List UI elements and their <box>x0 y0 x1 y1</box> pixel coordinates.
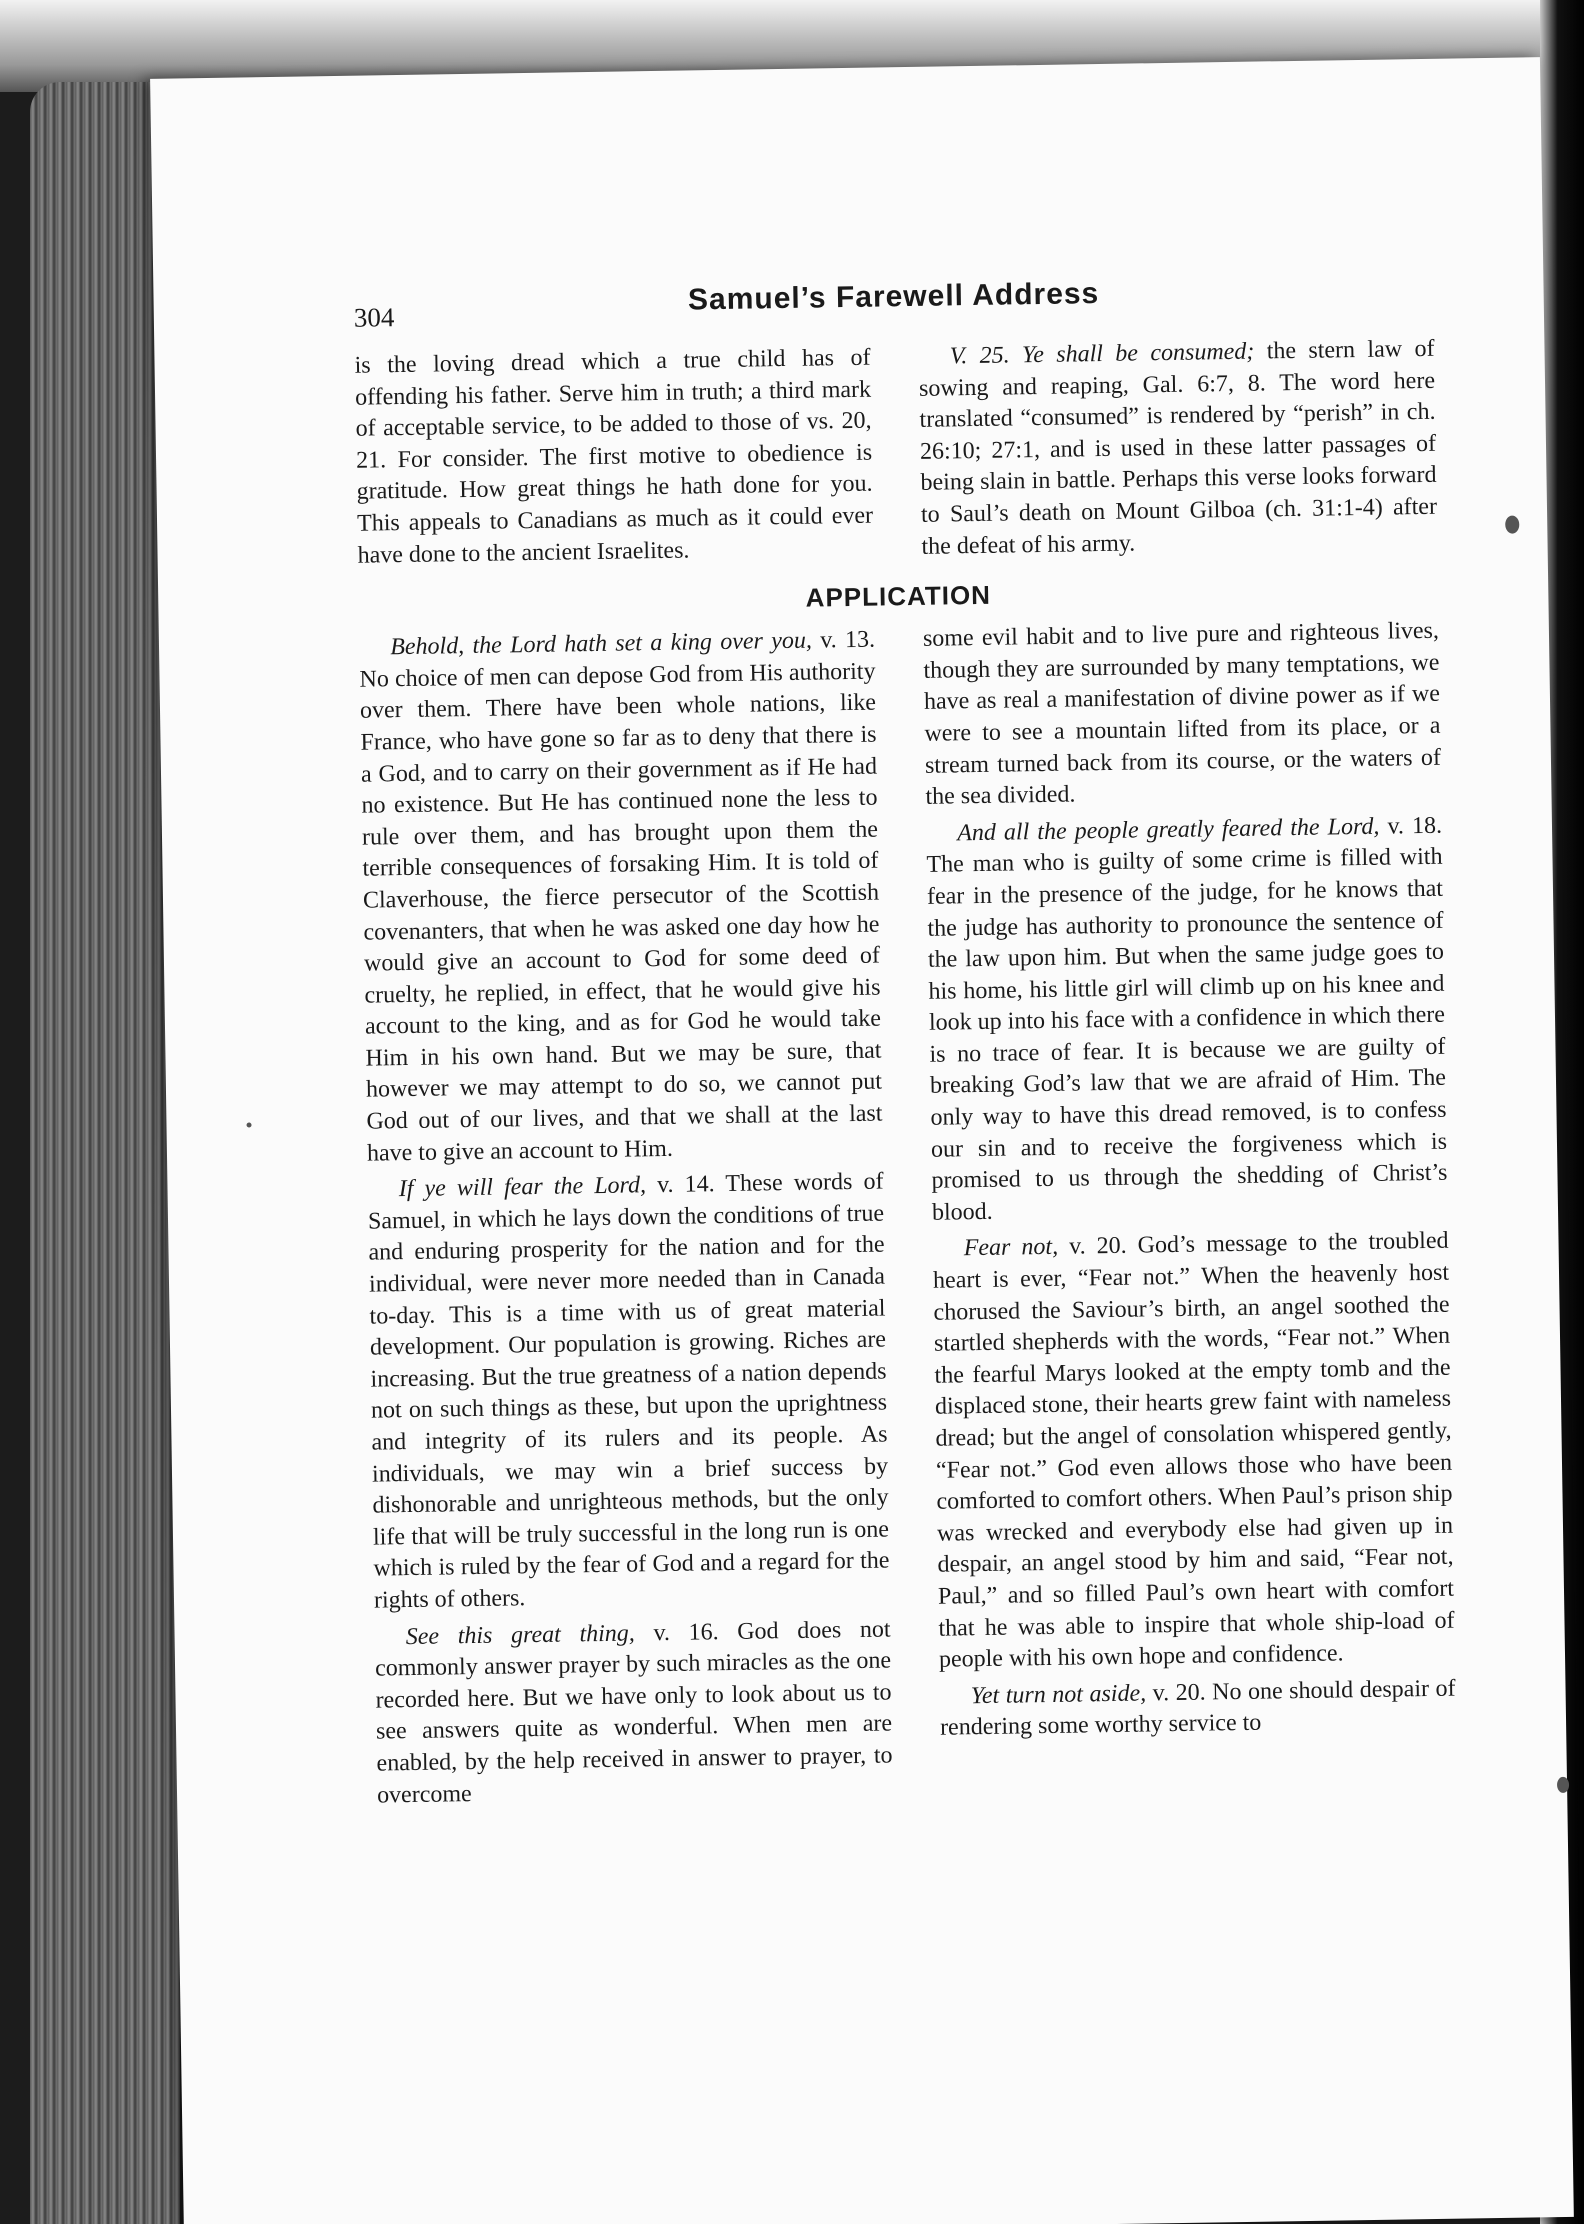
application-left-column <box>359 625 893 1812</box>
paragraph-text: v. 13. No choice of men can depose God from His authority over them. There have been whole nations, like France, who have gone so far as to deny that there is a God, and to carry on their government as if He had no existence. But He has continued none the less to rule over them, and has brought upon them the terrible consequences of forsaking Him. It is told of Claverhouse, the fierce persecutor of the Scottish covenanters, that when he was asked one day how he would give an account to God for some deed of cruelty, he replied, in effect, that he would give his account to the king, and as for God he would take Him in his own hand. But we may be sure, that however we may attempt to do so, we cannot put God out of our lives, and that we shall at the last have to give an account to Him. <box>359 626 883 1167</box>
page-title: Samuel’s Farewell Address <box>687 277 1100 317</box>
paragraph-lead: Fear not, <box>963 1234 1059 1262</box>
paragraph <box>926 810 1448 1229</box>
paragraph-text: v. 20. God’s message to the troubled heart is ever, “Fear not.” When the heavenly host chorused the Saviour’s birth, an angel soothed the startled shepherds with the words, “Fear not.” When the fearful Marys looked at the empty tomb and the displaced stone, their hearts grew faint with nameless dread; but the angel of consolation whispered gently, “Fear not.” God even allows those who have been comforted to comfort others. When Paul’s prison ship was wrecked and everybody else had given up in despair, an angel stood by him and said, “Fear not, Paul,” and so filled Paul’s own heart with comfort that he was able to inspire that whole ship-load of people with his own hope and confidence. <box>932 1228 1455 1673</box>
paragraph-lead: Yet turn not aside, <box>970 1680 1147 1709</box>
commentary-left-column <box>354 343 873 572</box>
paragraph-text: v. 20. No one should despair of rendering some worthy service to <box>939 1675 1456 1742</box>
paragraph <box>374 1614 893 1812</box>
paragraph-text: is the loving dread which a true child has of offending his father. Serve him in truth; a third mark of acceptable service, to be added to those of vs. 20, 21. For consider. The first motive to obedience is gratitude. How great things he hath done for you. This appeals to Canadians as much as it could ever have done to the ancient Israelites. <box>354 344 874 569</box>
application-columns <box>359 616 1457 1812</box>
paragraph-text: v. 14. These words of Samuel, in which he lays down the conditions of true and enduring prosperity for the nation and for the individual, were never more needed than in Canada to-day. This is a time with us of great material development. Our population is growing. Riches are increasing. But the true greatness of a nation depends not on such things as these, but upon the uprightness and integrity of its rulers and its people. As individuals, we may win a brief success by dishonorable and unrighteous methods, but the only life that will be truly successful in the long run is one which is ruled by the fear of God and a regard for the rights of others. <box>367 1168 890 1614</box>
paragraph-lead: Behold, the Lord hath set a king over you, <box>390 627 813 661</box>
paragraph <box>932 1226 1455 1676</box>
paragraph-text: v. 18. The man who is guilty of some crime is filled with fear in the presence of the judge, for he knows that the judge has authority to pronounce the sentence of the law upon him. But when the same judge goes to his home, his little girl will climb up on his knee and look up into his face with a confidence in which there is no trace of fear. It is because we are guilty of breaking God’s law that we are afraid of Him. The only way to have this dread removed, is to confess our sin and to receive the forgiveness which is promised to us through the shedding of Christ’s blood. <box>926 812 1448 1226</box>
paragraph <box>918 334 1437 563</box>
paragraph-lead: V. 25. Ye shall be consumed; <box>949 338 1255 370</box>
paragraph <box>923 616 1442 814</box>
paragraph-text: the stern law of sowing and reaping, Gal. 6:7, 8. The word here translated “consumed” is rendered by “perish” in ch. 26:10; 27:1, and is used in these latter passages of being slain in battle. Perhaps this verse looks forward to Saul’s death on Mount Gilboa (ch. 31:1-4) after the defeat of his army. <box>918 335 1438 560</box>
commentary-right-column <box>918 334 1437 563</box>
page-number: 304 <box>353 302 395 333</box>
book-page <box>150 57 1574 2224</box>
commentary-columns <box>354 334 1437 572</box>
paragraph <box>359 625 883 1170</box>
paragraph-lead: And all the people greatly feared the Lord, <box>957 813 1380 847</box>
paragraph-text: some evil habit and to live pure and righteous lives, though they are surrounded by many temptations, we have as real a manifestation of divine power as if we were to see a mountain lifted from its place, or a stream turned back from its course, or the waters of the sea divided. <box>922 617 1442 810</box>
application-heading: APPLICATION <box>805 579 992 613</box>
paragraph-lead: If ye will fear the Lord, <box>398 1172 647 1203</box>
paragraph <box>939 1673 1456 1744</box>
page-content <box>353 264 1457 1812</box>
application-right-column <box>923 616 1457 1803</box>
page-speck <box>246 1122 251 1127</box>
paragraph-lead: See this great thing, <box>405 1620 636 1650</box>
paragraph-text: v. 16. God does not commonly answer prayer by such miracles as the one recorded here. But we have only to look about us to see answers quite as wonderful. When men are enabled, by the help received in answer to prayer, to overcome <box>374 1616 893 1809</box>
page-speck <box>1557 1777 1569 1793</box>
paragraph <box>367 1167 890 1617</box>
page-speck <box>1505 515 1519 533</box>
paragraph <box>354 343 873 572</box>
